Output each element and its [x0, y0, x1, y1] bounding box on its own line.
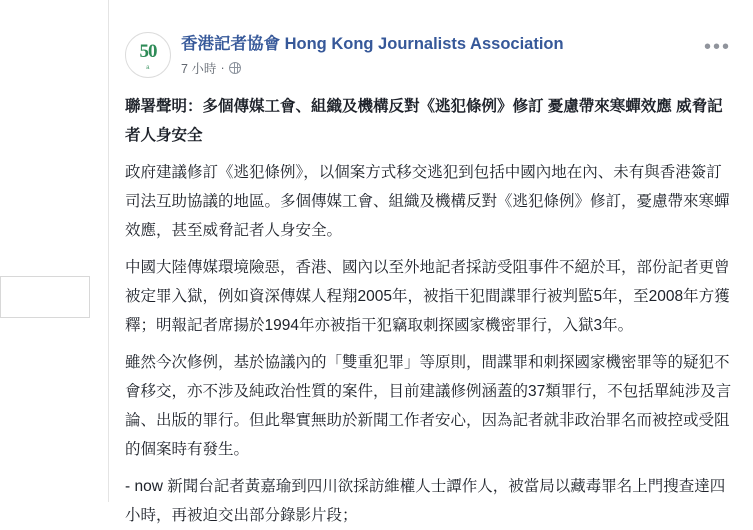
post-meta — [181, 59, 564, 77]
post-header-text — [181, 32, 564, 77]
post-header — [125, 0, 733, 78]
post-body — [125, 92, 733, 530]
left-gutter-placeholder-box — [0, 276, 90, 318]
post-paragraph: - now 新聞台記者黃嘉瑜到四川欲採訪維權人士譚作人，被當局以藏毒罪名上門搜查達四小時，再被迫交出部分錄影片段； — [125, 478, 726, 524]
post-paragraph: 中國大陸傳媒環境險惡，香港、國內以至外地記者採訪受阻事件不絕於耳，部份記者更曾被定罪入獄，例如資深傳媒人程翔2005年，被指干犯間諜罪行被判監5年，至2008年方獲釋；明報記者席揚於1994年亦被指干犯竊取刺探國家機密罪行，入獄3年。 — [125, 259, 730, 334]
avatar[interactable] — [125, 32, 171, 78]
post-timestamp[interactable]: 7 小時 — [181, 62, 217, 76]
post-paragraph: 雖然今次修例，基於協議內的「雙重犯罪」等原則，間諜罪和刺探國家機密罪等的疑犯不會移交，亦不涉及純政治性質的案件，目前建議修例涵蓋的37類罪行，不包括單純涉及言論、出版的罪行。但此舉實無助於新聞工作者安心，因為記者就非政治罪名而被控或受阻的個案時有發生。 — [125, 354, 732, 458]
page-name-link[interactable]: 香港記者協會 Hong Kong Journalists Association — [181, 35, 564, 53]
more-options-icon[interactable]: ••• — [703, 36, 731, 58]
facebook-post — [109, 0, 749, 524]
left-gutter — [0, 0, 109, 502]
avatar-logo-text: 50 — [139, 41, 157, 62]
avatar-logo-subtext: a — [146, 65, 150, 71]
post-paragraph: 政府建議修訂《逃犯條例》，以個案方式移交逃犯到包括中國內地在內、未有與香港簽訂司法互助協議的地區。多個傳媒工會、組織及機構反對《逃犯條例》修訂，憂慮帶來寒蟬效應，甚至威脅記者人身安全。 — [125, 164, 730, 239]
right-edge — [749, 0, 753, 502]
meta-separator: · — [220, 61, 225, 75]
post-paragraph: 聯署聲明：多個傳媒工會、組織及機構反對《逃犯條例》修訂 憂慮帶來寒蟬效應 威脅記者人身安全 — [125, 98, 723, 144]
globe-icon[interactable] — [229, 62, 241, 74]
